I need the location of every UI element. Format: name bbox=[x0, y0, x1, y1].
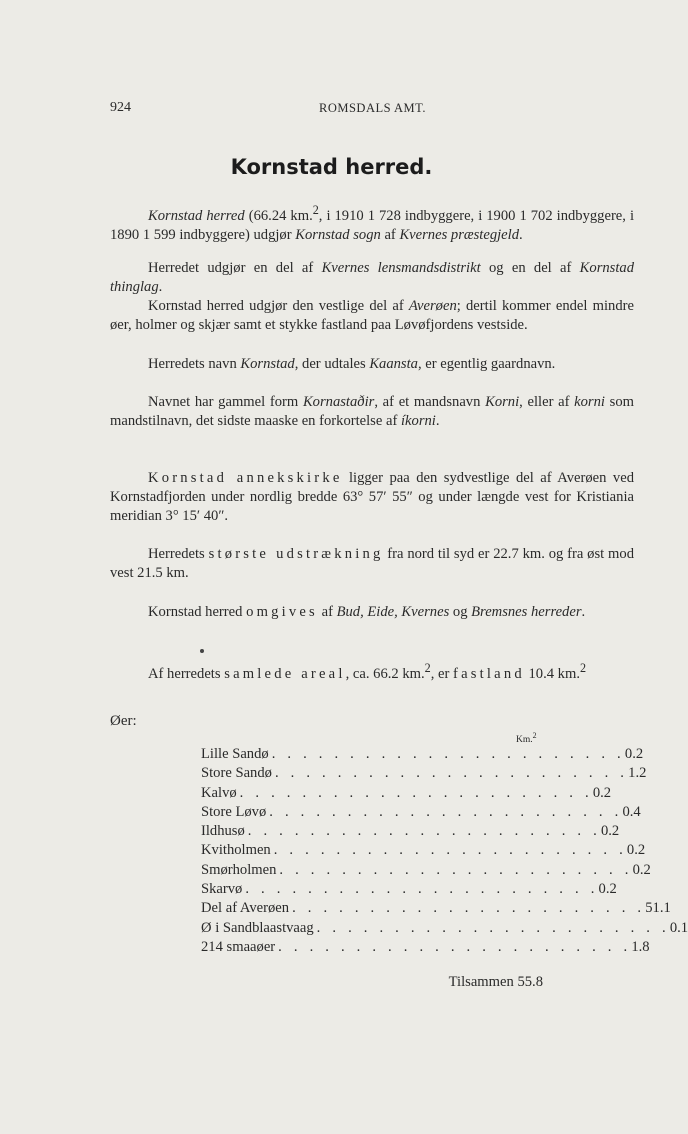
leader-dots: . . . . . . . . . . . . . . . . . . . . . . . bbox=[271, 746, 625, 762]
island-name: Ildhusø bbox=[201, 823, 245, 840]
island-name: Ø i Sandblaastvaag bbox=[201, 919, 314, 936]
island-area: 0.2 bbox=[624, 746, 644, 762]
island-area: 0.2 bbox=[626, 842, 646, 859]
leader-dots: . . . . . . . . . . . . . . . . . . . . . . . bbox=[239, 784, 593, 801]
paragraph-district: Herredet udgjør en del af Kvernes lensmandsdistrikt og en del af Kornstad thinglag. bbox=[110, 260, 635, 296]
island-name: Skarvø bbox=[201, 881, 243, 898]
leader-dots: . . . . . . . . . . . . . . . . . . . . . . . bbox=[273, 842, 627, 859]
islands-heading: Øer: bbox=[110, 713, 137, 729]
island-name: Store Sandø bbox=[201, 765, 272, 782]
island-name: Store Løvø bbox=[201, 803, 267, 820]
island-name: 214 smaaøer bbox=[201, 938, 276, 955]
table-row bbox=[201, 784, 612, 803]
page-number: 924 bbox=[110, 100, 131, 115]
term: Kornstad herred bbox=[148, 207, 245, 224]
paragraph-name: Herredets navn Kornstad, der udtales Kaansta, er egentlig gaardnavn. bbox=[148, 356, 556, 372]
paragraph-area: Af herredets samlede areal, ca. 66.2 km.$^2$, er fastland 10.4 km.$^2$ bbox=[148, 661, 587, 682]
leader-dots: . . . . . . . . . . . . . . . . . . . . . . . bbox=[316, 919, 670, 936]
page-header bbox=[110, 100, 635, 120]
unit-header: Km.$^2$ bbox=[516, 731, 537, 746]
running-title: ROMSDALS AMT. bbox=[319, 101, 426, 115]
island-name: Kalvø bbox=[201, 784, 237, 801]
island-area: 0.2 bbox=[600, 823, 620, 840]
island-area: 0.2 bbox=[632, 861, 651, 878]
island-name: Lille Sandø bbox=[201, 746, 269, 762]
table-row bbox=[201, 880, 617, 899]
section-title: Kornstad herred. bbox=[230, 155, 433, 179]
leader-dots: . . . . . . . . . . . . . . . . . . . . . . . bbox=[278, 938, 632, 955]
islands-total: Tilsammen 55.8 bbox=[448, 974, 543, 990]
paragraph-extent: Herredets største udstrækning fra nord til syd er 22.7 km. og fra øst mod vest 21.5 km. bbox=[110, 546, 634, 582]
table-row bbox=[201, 861, 651, 880]
paragraph-etymology: Navnet har gammel form Kornastaðir, af et mandsnavn Korni, eller af korni som mandstilnavn, det sidste maaske en forkortelse af íkorni. bbox=[110, 394, 634, 430]
table-row bbox=[201, 764, 647, 783]
print-speck bbox=[200, 649, 204, 653]
island-area: 0.2 bbox=[592, 784, 612, 801]
island-area: 1.2 bbox=[628, 765, 647, 782]
paragraph-borders: Kornstad herred omgives af Bud, Eide, Kvernes og Bremsnes herreder. bbox=[148, 604, 586, 620]
island-name: Kvitholmen bbox=[201, 842, 271, 859]
table-row bbox=[201, 899, 671, 918]
table-row bbox=[201, 745, 644, 764]
leader-dots: . . . . . . . . . . . . . . . . . . . . . . . bbox=[279, 861, 633, 878]
table-row bbox=[201, 919, 688, 938]
table-row bbox=[201, 841, 646, 860]
island-area: 0.2 bbox=[598, 881, 617, 898]
leader-dots: . . . . . . . . . . . . . . . . . . . . . . . bbox=[292, 900, 646, 917]
island-name: Smørholmen bbox=[201, 861, 277, 878]
island-area: 0.1 bbox=[669, 919, 688, 936]
leader-dots: . . . . . . . . . . . . . . . . . . . . . . . bbox=[245, 881, 599, 898]
table-row bbox=[201, 822, 620, 841]
paragraph-location: Kornstad herred udgjør den vestlige del af Averøen; dertil kommer endel mindre øer, holmer og skjær samt et stykke fastland paa Løvøfjordens vestside. bbox=[110, 298, 634, 334]
island-area: 51.1 bbox=[645, 900, 671, 917]
island-area: 1.8 bbox=[631, 938, 650, 955]
islands-table bbox=[201, 745, 688, 957]
island-name: Del af Averøen bbox=[201, 900, 290, 917]
leader-dots: . . . . . . . . . . . . . . . . . . . . . . . bbox=[269, 803, 623, 820]
table-row bbox=[201, 938, 650, 957]
island-area: 0.4 bbox=[622, 803, 641, 820]
leader-dots: . . . . . . . . . . . . . . . . . . . . . . . bbox=[247, 823, 601, 840]
paragraph-population: Kornstad herred (66.24 km.$^2$, i 1910 1 728 indbyggere, i 1900 1 702 indbyggere, i 1890 1 599 indbyggere) udgjør Kornstad sogn af Kvernes præstegjeld. bbox=[110, 203, 634, 244]
paragraph-church: Kornstad annekskirke ligger paa den sydvestlige del af Averøen ved Kornstadfjorden under nordlig bredde 63° 57′ 55″ og under længde vest for Kristiania meridian 3° 15′ 40″. bbox=[110, 470, 634, 525]
leader-dots: . . . . . . . . . . . . . . . . . . . . . . . bbox=[274, 765, 629, 782]
table-row bbox=[201, 803, 641, 822]
